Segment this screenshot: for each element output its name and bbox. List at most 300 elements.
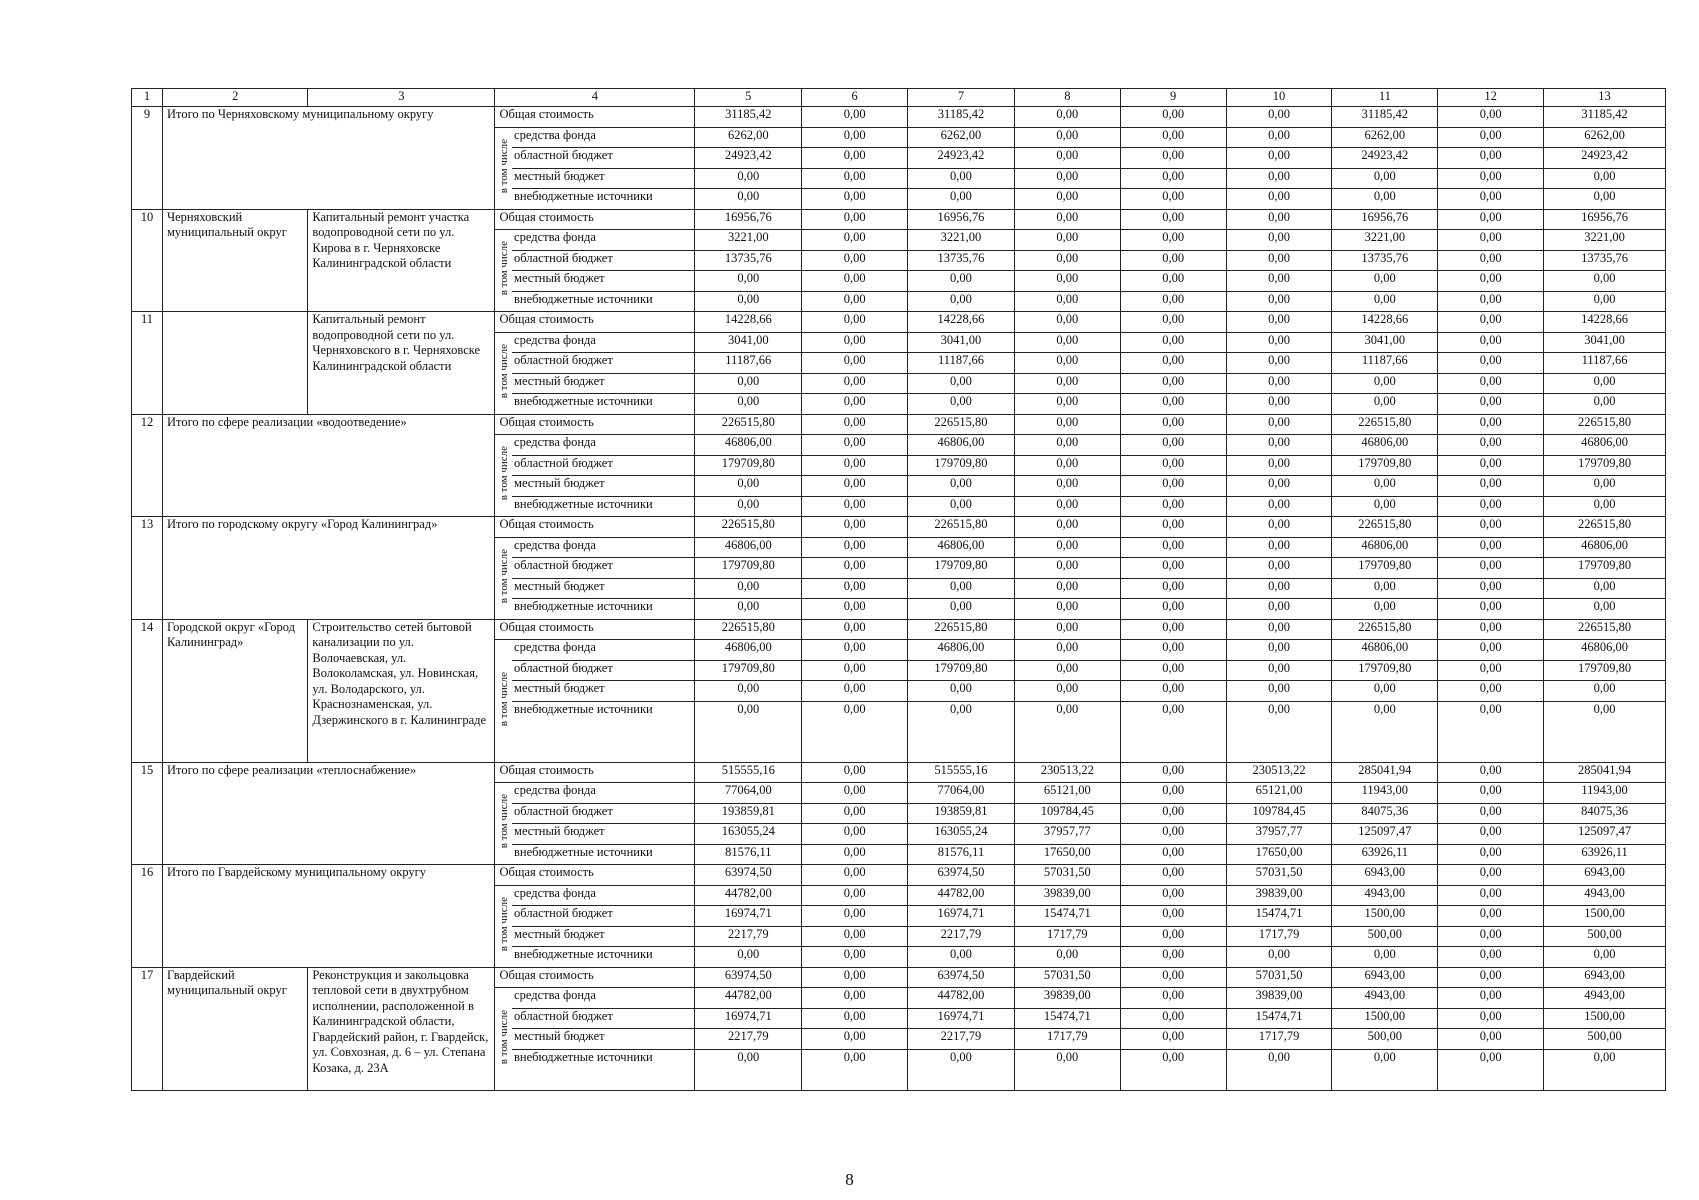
funding-source-label: внебюджетные источники: [512, 394, 695, 415]
funding-source-label: местный бюджет: [512, 578, 695, 599]
page-number: 8: [845, 1170, 854, 1189]
funding-source-label: средства фонда: [512, 885, 695, 906]
amount-cell: 3221,00: [1332, 230, 1438, 251]
amount-cell: 0,00: [695, 496, 802, 517]
amount-cell: 0,00: [1120, 988, 1226, 1009]
amount-cell: 0,00: [1438, 926, 1544, 947]
amount-cell: 2217,79: [695, 926, 802, 947]
amount-cell: 1500,00: [1332, 906, 1438, 927]
amount-cell: 0,00: [1438, 373, 1544, 394]
table-row: [132, 762, 1666, 783]
amount-cell: 500,00: [1332, 926, 1438, 947]
amount-cell: 0,00: [802, 762, 908, 783]
amount-cell: 17650,00: [1014, 844, 1120, 865]
amount-cell: 0,00: [1120, 455, 1226, 476]
amount-cell: 11187,66: [1544, 353, 1666, 374]
amount-cell: 0,00: [802, 701, 908, 762]
funding-source-label: местный бюджет: [512, 824, 695, 845]
amount-cell: 0,00: [1120, 660, 1226, 681]
amount-cell: 6262,00: [695, 127, 802, 148]
amount-cell: 0,00: [1332, 168, 1438, 189]
amount-cell: 0,00: [1226, 312, 1332, 333]
including-label: [495, 885, 512, 967]
amount-cell: 14228,66: [908, 312, 1015, 333]
amount-cell: 0,00: [802, 291, 908, 312]
amount-cell: 0,00: [1226, 189, 1332, 210]
project-description: Капитальный ремонт участка водопроводной сети по ул. Кирова в г. Черняховске Калининградской области: [308, 209, 495, 312]
amount-cell: 0,00: [1120, 537, 1226, 558]
including-text: в том числе: [497, 794, 510, 849]
amount-cell: 0,00: [802, 168, 908, 189]
amount-cell: 0,00: [1120, 312, 1226, 333]
amount-cell: 0,00: [1120, 435, 1226, 456]
amount-cell: 0,00: [1014, 517, 1120, 538]
amount-cell: 46806,00: [908, 640, 1015, 661]
amount-cell: 0,00: [1014, 312, 1120, 333]
funding-source-label: внебюджетные источники: [512, 291, 695, 312]
amount-cell: 37957,77: [1014, 824, 1120, 845]
funding-source-label: областной бюджет: [512, 660, 695, 681]
amount-cell: 39839,00: [1014, 885, 1120, 906]
amount-cell: 0,00: [1438, 681, 1544, 702]
amount-cell: 0,00: [695, 291, 802, 312]
amount-cell: 0,00: [1544, 291, 1666, 312]
amount-cell: 0,00: [1438, 291, 1544, 312]
amount-cell: 46806,00: [695, 640, 802, 661]
amount-cell: 44782,00: [908, 885, 1015, 906]
amount-cell: 0,00: [802, 1049, 908, 1090]
row-number: 17: [132, 967, 163, 1090]
amount-cell: 226515,80: [695, 414, 802, 435]
amount-cell: 0,00: [1226, 476, 1332, 497]
amount-cell: 0,00: [1438, 947, 1544, 968]
amount-cell: 0,00: [802, 844, 908, 865]
amount-cell: 0,00: [695, 578, 802, 599]
amount-cell: 6943,00: [1544, 865, 1666, 886]
municipality-name: Гвардейский муниципальный округ: [163, 967, 308, 1090]
amount-cell: 0,00: [802, 1029, 908, 1050]
amount-cell: 6262,00: [908, 127, 1015, 148]
amount-cell: 0,00: [1438, 189, 1544, 210]
amount-cell: 193859,81: [695, 803, 802, 824]
amount-cell: 3041,00: [1332, 332, 1438, 353]
funding-source-label: внебюджетные источники: [512, 701, 695, 762]
amount-cell: 0,00: [908, 373, 1015, 394]
amount-cell: 0,00: [1120, 189, 1226, 210]
amount-cell: 31185,42: [908, 107, 1015, 128]
amount-cell: 0,00: [1332, 1049, 1438, 1090]
amount-cell: 0,00: [1226, 353, 1332, 374]
amount-cell: 0,00: [1120, 353, 1226, 374]
amount-cell: 0,00: [1438, 803, 1544, 824]
amount-cell: 46806,00: [1332, 640, 1438, 661]
row-number: 16: [132, 865, 163, 968]
including-text: в том числе: [497, 343, 510, 399]
amount-cell: 0,00: [1120, 291, 1226, 312]
amount-cell: 0,00: [695, 947, 802, 968]
amount-cell: 0,00: [802, 373, 908, 394]
amount-cell: 16956,76: [1544, 209, 1666, 230]
amount-cell: 6943,00: [1332, 865, 1438, 886]
amount-cell: 0,00: [802, 681, 908, 702]
amount-cell: 0,00: [1120, 373, 1226, 394]
amount-cell: 0,00: [1438, 107, 1544, 128]
amount-cell: 0,00: [1544, 189, 1666, 210]
amount-cell: 57031,50: [1226, 865, 1332, 886]
amount-cell: 0,00: [1226, 127, 1332, 148]
column-header: 9: [1120, 89, 1226, 107]
amount-cell: 0,00: [1226, 209, 1332, 230]
project-description: Строительство сетей бытовой канализации по ул. Волочаевская, ул. Волоколамская, ул. Новинская, ул. Володарского, ул. Краснознаменская, ул. Дзержинского в г. Калининграде: [308, 619, 495, 762]
amount-cell: 31185,42: [1544, 107, 1666, 128]
amount-cell: 31185,42: [695, 107, 802, 128]
amount-cell: 285041,94: [1544, 762, 1666, 783]
amount-cell: 0,00: [1544, 578, 1666, 599]
amount-cell: 179709,80: [1332, 455, 1438, 476]
amount-cell: 0,00: [908, 291, 1015, 312]
amount-cell: 179709,80: [1332, 660, 1438, 681]
municipality-name: Городской округ «Город Калининград»: [163, 619, 308, 762]
amount-cell: 0,00: [1014, 599, 1120, 620]
including-label: [495, 988, 512, 1091]
amount-cell: 179709,80: [1544, 558, 1666, 579]
amount-cell: 0,00: [1544, 1049, 1666, 1090]
amount-cell: 6262,00: [1332, 127, 1438, 148]
amount-cell: 46806,00: [1544, 537, 1666, 558]
row-number: 9: [132, 107, 163, 210]
amount-cell: 0,00: [1438, 1049, 1544, 1090]
municipality-name: Черняховский муниципальный округ: [163, 209, 308, 312]
amount-cell: 0,00: [1120, 127, 1226, 148]
amount-cell: 500,00: [1544, 1029, 1666, 1050]
amount-cell: 46806,00: [695, 537, 802, 558]
amount-cell: 63974,50: [908, 967, 1015, 988]
column-header: 12: [1438, 89, 1544, 107]
amount-cell: 0,00: [695, 681, 802, 702]
amount-cell: 46806,00: [695, 435, 802, 456]
amount-cell: 0,00: [908, 599, 1015, 620]
amount-cell: 0,00: [802, 394, 908, 415]
amount-cell: 3041,00: [908, 332, 1015, 353]
amount-cell: 63926,11: [1544, 844, 1666, 865]
amount-cell: 0,00: [1226, 394, 1332, 415]
amount-cell: 0,00: [908, 681, 1015, 702]
funding-source-label: областной бюджет: [512, 455, 695, 476]
amount-cell: 0,00: [908, 1049, 1015, 1090]
amount-cell: 0,00: [1120, 865, 1226, 886]
amount-cell: 0,00: [1226, 619, 1332, 640]
amount-cell: 0,00: [908, 947, 1015, 968]
amount-cell: 0,00: [1438, 455, 1544, 476]
amount-cell: 0,00: [908, 701, 1015, 762]
amount-cell: 13735,76: [695, 250, 802, 271]
amount-cell: 0,00: [1226, 455, 1332, 476]
amount-cell: 46806,00: [1544, 640, 1666, 661]
funding-table: [131, 88, 1666, 1091]
amount-cell: 500,00: [1332, 1029, 1438, 1050]
amount-cell: 16956,76: [908, 209, 1015, 230]
column-header-row: [132, 89, 1666, 107]
amount-cell: 0,00: [1438, 332, 1544, 353]
amount-cell: 226515,80: [908, 517, 1015, 538]
table-row: [132, 414, 1666, 435]
amount-cell: 16956,76: [1332, 209, 1438, 230]
amount-cell: 63974,50: [908, 865, 1015, 886]
amount-cell: 230513,22: [1014, 762, 1120, 783]
amount-cell: 0,00: [1226, 107, 1332, 128]
including-text: в том числе: [497, 138, 510, 194]
table-row: [132, 107, 1666, 128]
amount-cell: 0,00: [1120, 414, 1226, 435]
amount-cell: 0,00: [1120, 803, 1226, 824]
funding-source-label: областной бюджет: [512, 803, 695, 824]
amount-cell: 0,00: [1226, 537, 1332, 558]
amount-cell: 81576,11: [695, 844, 802, 865]
including-label: [495, 127, 512, 209]
amount-cell: 0,00: [1226, 414, 1332, 435]
including-label: [495, 332, 512, 414]
funding-source-label: областной бюджет: [512, 148, 695, 169]
amount-cell: 16974,71: [695, 1008, 802, 1029]
including-text: в том числе: [497, 548, 510, 604]
funding-source-label: средства фонда: [512, 537, 695, 558]
amount-cell: 0,00: [1120, 1029, 1226, 1050]
amount-cell: 0,00: [1438, 271, 1544, 292]
project-description: Капитальный ремонт водопроводной сети по ул. Черняховского в г. Черняховске Калининградской области: [308, 312, 495, 415]
amount-cell: 0,00: [695, 373, 802, 394]
amount-cell: 13735,76: [1544, 250, 1666, 271]
funding-source-label: средства фонда: [512, 988, 695, 1009]
funding-source-label: внебюджетные источники: [512, 189, 695, 210]
amount-cell: 0,00: [1014, 455, 1120, 476]
including-text: в том числе: [497, 446, 510, 501]
amount-cell: 0,00: [1544, 496, 1666, 517]
amount-cell: 16974,71: [695, 906, 802, 927]
funding-source-label: Общая стоимость: [495, 209, 695, 230]
amount-cell: 0,00: [1438, 414, 1544, 435]
amount-cell: 0,00: [1014, 189, 1120, 210]
amount-cell: 46806,00: [1332, 435, 1438, 456]
project-description: Реконструкция и закольцовка тепловой сети в двухтрубном исполнении, расположенной в Калининградской области, Гвардейский район, г. Гвардейск, ул. Совхозная, д. 6 – ул. Степана Козака, д. 23А: [308, 967, 495, 1090]
amount-cell: 0,00: [1226, 681, 1332, 702]
amount-cell: 179709,80: [1332, 558, 1438, 579]
amount-cell: 11187,66: [695, 353, 802, 374]
amount-cell: 0,00: [1438, 558, 1544, 579]
amount-cell: 0,00: [1226, 250, 1332, 271]
amount-cell: 0,00: [1014, 209, 1120, 230]
amount-cell: 0,00: [1226, 517, 1332, 538]
including-text: в том числе: [497, 671, 510, 726]
amount-cell: 1500,00: [1544, 1008, 1666, 1029]
column-header: 7: [908, 89, 1015, 107]
amount-cell: 0,00: [1120, 517, 1226, 538]
amount-cell: 0,00: [1438, 127, 1544, 148]
amount-cell: 0,00: [1544, 168, 1666, 189]
amount-cell: 0,00: [802, 148, 908, 169]
amount-cell: 0,00: [1120, 1049, 1226, 1090]
amount-cell: 0,00: [1544, 681, 1666, 702]
column-header: 13: [1544, 89, 1666, 107]
amount-cell: 4943,00: [1544, 988, 1666, 1009]
amount-cell: 84075,36: [1544, 803, 1666, 824]
amount-cell: 44782,00: [695, 885, 802, 906]
including-text: в том числе: [497, 1009, 510, 1064]
amount-cell: 0,00: [1438, 824, 1544, 845]
amount-cell: 0,00: [695, 701, 802, 762]
amount-cell: 0,00: [1332, 681, 1438, 702]
amount-cell: 0,00: [802, 926, 908, 947]
amount-cell: 0,00: [1438, 1008, 1544, 1029]
amount-cell: 0,00: [1014, 230, 1120, 251]
group-title: Итого по сфере реализации «теплоснабжение»: [163, 762, 495, 865]
amount-cell: 125097,47: [1544, 824, 1666, 845]
amount-cell: 0,00: [1438, 312, 1544, 333]
amount-cell: 11187,66: [1332, 353, 1438, 374]
amount-cell: 163055,24: [695, 824, 802, 845]
amount-cell: 0,00: [1332, 701, 1438, 762]
table-row: [132, 517, 1666, 538]
amount-cell: 3041,00: [1544, 332, 1666, 353]
amount-cell: 0,00: [695, 476, 802, 497]
amount-cell: 2217,79: [695, 1029, 802, 1050]
amount-cell: 0,00: [1014, 558, 1120, 579]
amount-cell: 0,00: [1120, 230, 1226, 251]
amount-cell: 13735,76: [908, 250, 1015, 271]
amount-cell: 179709,80: [695, 660, 802, 681]
amount-cell: 0,00: [1120, 947, 1226, 968]
including-text: в том числе: [497, 896, 510, 952]
amount-cell: 0,00: [1544, 476, 1666, 497]
amount-cell: 0,00: [908, 271, 1015, 292]
amount-cell: 63926,11: [1332, 844, 1438, 865]
amount-cell: 0,00: [802, 824, 908, 845]
funding-source-label: средства фонда: [512, 640, 695, 661]
amount-cell: 0,00: [695, 168, 802, 189]
amount-cell: 0,00: [1120, 476, 1226, 497]
amount-cell: 0,00: [1120, 762, 1226, 783]
row-number: 10: [132, 209, 163, 312]
amount-cell: 125097,47: [1332, 824, 1438, 845]
amount-cell: 0,00: [802, 353, 908, 374]
including-label: [495, 230, 512, 312]
amount-cell: 1717,79: [1014, 1029, 1120, 1050]
amount-cell: 285041,94: [1332, 762, 1438, 783]
amount-cell: 0,00: [802, 1008, 908, 1029]
amount-cell: 0,00: [802, 558, 908, 579]
amount-cell: 0,00: [1014, 681, 1120, 702]
amount-cell: 0,00: [802, 127, 908, 148]
amount-cell: 0,00: [1438, 209, 1544, 230]
amount-cell: 0,00: [802, 803, 908, 824]
group-title: Итого по сфере реализации «водоотведение»: [163, 414, 495, 517]
amount-cell: 0,00: [802, 967, 908, 988]
amount-cell: 65121,00: [1014, 783, 1120, 804]
amount-cell: 0,00: [802, 271, 908, 292]
amount-cell: 0,00: [1120, 332, 1226, 353]
amount-cell: 37957,77: [1226, 824, 1332, 845]
amount-cell: 0,00: [1226, 332, 1332, 353]
amount-cell: 109784,45: [1014, 803, 1120, 824]
amount-cell: 0,00: [1014, 1049, 1120, 1090]
amount-cell: 57031,50: [1014, 967, 1120, 988]
amount-cell: 0,00: [908, 496, 1015, 517]
amount-cell: 179709,80: [908, 660, 1015, 681]
amount-cell: 3221,00: [908, 230, 1015, 251]
amount-cell: 0,00: [1226, 496, 1332, 517]
amount-cell: 0,00: [1438, 619, 1544, 640]
amount-cell: 39839,00: [1014, 988, 1120, 1009]
amount-cell: 0,00: [1332, 496, 1438, 517]
amount-cell: 226515,80: [1332, 414, 1438, 435]
amount-cell: 226515,80: [1544, 517, 1666, 538]
amount-cell: 0,00: [1014, 250, 1120, 271]
amount-cell: 0,00: [1438, 394, 1544, 415]
including-label: [495, 783, 512, 865]
funding-source-label: внебюджетные источники: [512, 496, 695, 517]
amount-cell: 0,00: [802, 209, 908, 230]
amount-cell: 0,00: [1438, 599, 1544, 620]
amount-cell: 44782,00: [695, 988, 802, 1009]
amount-cell: 0,00: [802, 865, 908, 886]
amount-cell: 0,00: [802, 537, 908, 558]
amount-cell: 0,00: [1438, 517, 1544, 538]
amount-cell: 0,00: [908, 476, 1015, 497]
amount-cell: 0,00: [1226, 947, 1332, 968]
amount-cell: 0,00: [1226, 148, 1332, 169]
amount-cell: 0,00: [1226, 701, 1332, 762]
amount-cell: 15474,71: [1226, 1008, 1332, 1029]
group-title: Итого по Гвардейскому муниципальному округу: [163, 865, 495, 968]
amount-cell: 0,00: [802, 189, 908, 210]
amount-cell: 2217,79: [908, 926, 1015, 947]
municipality-name: [163, 312, 308, 415]
amount-cell: 226515,80: [1544, 619, 1666, 640]
amount-cell: 46806,00: [908, 435, 1015, 456]
funding-source-label: местный бюджет: [512, 926, 695, 947]
amount-cell: 0,00: [1120, 250, 1226, 271]
amount-cell: 0,00: [1120, 701, 1226, 762]
amount-cell: 44782,00: [908, 988, 1015, 1009]
amount-cell: 0,00: [1226, 1049, 1332, 1090]
amount-cell: 0,00: [1438, 353, 1544, 374]
amount-cell: 0,00: [1014, 271, 1120, 292]
funding-source-label: областной бюджет: [512, 906, 695, 927]
funding-source-label: внебюджетные источники: [512, 844, 695, 865]
funding-source-label: средства фонда: [512, 127, 695, 148]
amount-cell: 0,00: [1120, 681, 1226, 702]
amount-cell: 46806,00: [1332, 537, 1438, 558]
amount-cell: 65121,00: [1226, 783, 1332, 804]
amount-cell: 0,00: [1438, 250, 1544, 271]
amount-cell: 0,00: [1332, 189, 1438, 210]
funding-source-label: внебюджетные источники: [512, 1049, 695, 1090]
funding-source-label: Общая стоимость: [495, 107, 695, 128]
amount-cell: 0,00: [1438, 988, 1544, 1009]
amount-cell: 0,00: [1438, 578, 1544, 599]
funding-source-label: местный бюджет: [512, 1029, 695, 1050]
amount-cell: 0,00: [1438, 865, 1544, 886]
amount-cell: 226515,80: [908, 414, 1015, 435]
amount-cell: 0,00: [1226, 640, 1332, 661]
funding-source-label: Общая стоимость: [495, 414, 695, 435]
amount-cell: 0,00: [1120, 619, 1226, 640]
amount-cell: 0,00: [802, 455, 908, 476]
amount-cell: 0,00: [1120, 209, 1226, 230]
amount-cell: 14228,66: [1544, 312, 1666, 333]
amount-cell: 0,00: [1438, 148, 1544, 169]
amount-cell: 0,00: [1332, 271, 1438, 292]
amount-cell: 0,00: [695, 271, 802, 292]
